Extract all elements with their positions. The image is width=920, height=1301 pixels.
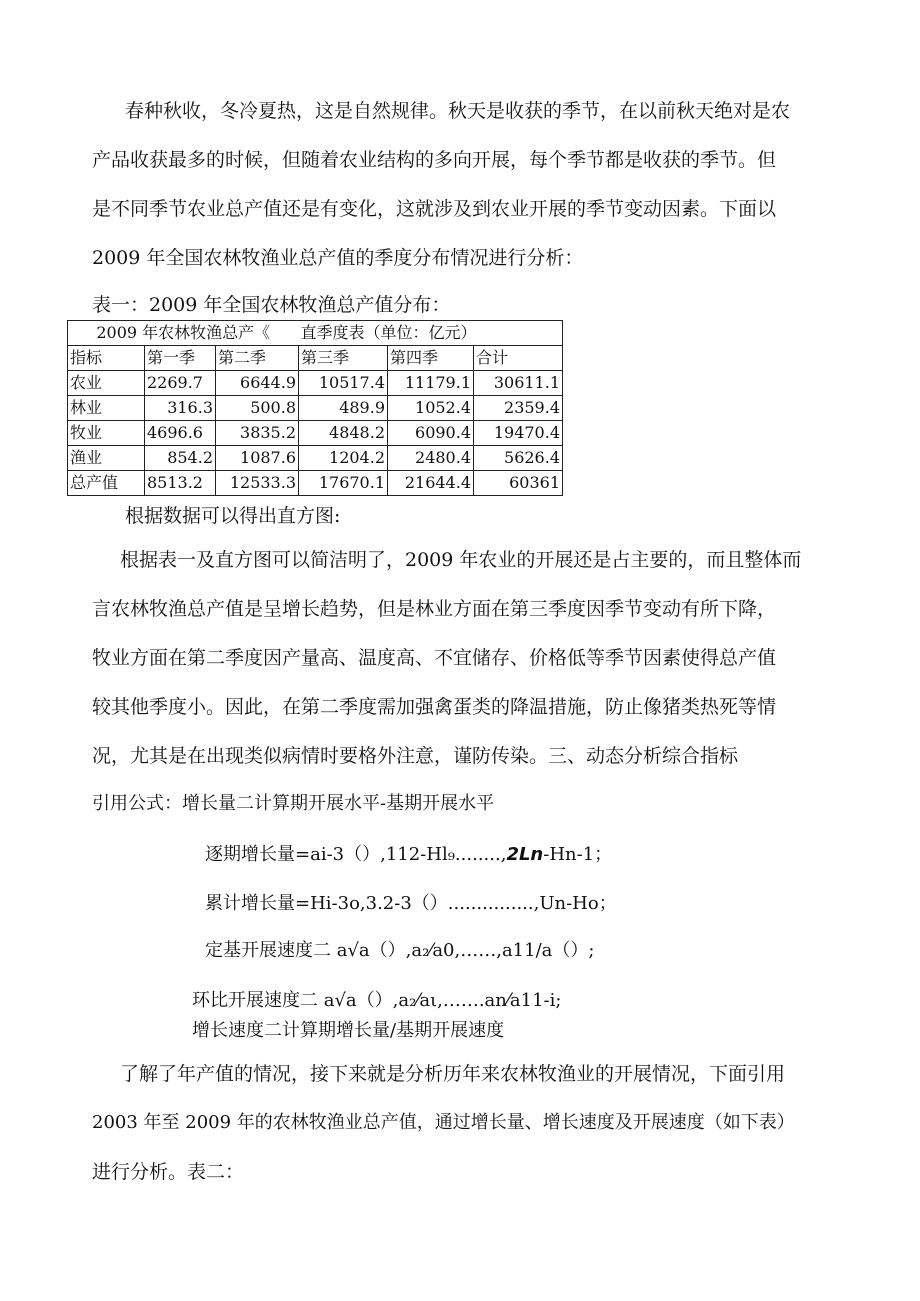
table-cell: 4696.6 bbox=[145, 421, 216, 446]
table-row bbox=[68, 471, 563, 496]
table-title-left: 2009 年农林牧渔总产《 bbox=[68, 321, 299, 346]
table1 bbox=[67, 320, 563, 496]
table-cell: 17670.1 bbox=[299, 471, 388, 496]
formula-intro: 引用公式：增长量二计算期开展水平-基期开展水平 bbox=[92, 793, 495, 814]
table-cell: 316.3 bbox=[145, 396, 216, 421]
table-cell: 8513.2 bbox=[145, 471, 216, 496]
table-title-row bbox=[68, 321, 563, 346]
histogram-note: 根据数据可以得出直方图: bbox=[125, 505, 341, 527]
row-label: 牧业 bbox=[68, 421, 145, 446]
formula-part: -Hn-1； bbox=[543, 844, 613, 865]
table-cell: 12533.3 bbox=[216, 471, 299, 496]
table-cell: 19470.4 bbox=[474, 421, 563, 446]
para1-line-3: 是不同季节农业总产值还是有变化，这就涉及到农业开展的季节变动因素。下面以 bbox=[92, 198, 777, 220]
table1-caption: 表一：2009 年全国农林牧渔总产值分布： bbox=[92, 294, 451, 316]
table-cell: 1204.2 bbox=[299, 446, 388, 471]
table-row bbox=[68, 396, 563, 421]
table-cell: 2480.4 bbox=[388, 446, 474, 471]
para2-line-4: 较其他季度小。因此，在第二季度需加强禽蛋类的降温措施，防止像猪类热死等情 bbox=[92, 696, 777, 718]
formula-growth-speed: 增长速度二计算期增长量/基期开展速度 bbox=[192, 1020, 505, 1041]
table-cell: 5626.4 bbox=[474, 446, 563, 471]
formula-chain-speed: 环比开展速度二 a√a（）,a₂⁄aι,…….an⁄a11-i; bbox=[192, 990, 562, 1011]
para3-line-1: 了解了年产值的情况，接下来就是分析历年来农林牧渔业的开展情况，下面引用 bbox=[120, 1063, 786, 1085]
table-cell: 6090.4 bbox=[388, 421, 474, 446]
table-cell: 2269.7 bbox=[145, 371, 216, 396]
table-cell: 2359.4 bbox=[474, 396, 563, 421]
para2-line-5: 况，尤其是在出现类似病情时要格外注意，谨防传染。三、动态分析综合指标 bbox=[92, 745, 739, 767]
row-label: 林业 bbox=[68, 396, 145, 421]
row-label: 总产值 bbox=[68, 471, 145, 496]
table-cell: 21644.4 bbox=[388, 471, 474, 496]
table-row bbox=[68, 446, 563, 471]
para1-line-2: 产品收获最多的时候，但随着农业结构的多向开展，每个季节都是收获的季节。但 bbox=[92, 149, 777, 171]
para1-line-1: 春种秋收，冬冷夏热，这是自然规律。秋天是收获的季节，在以前秋天绝对是农 bbox=[125, 100, 791, 122]
para1-line-4: 2009 年全国农林牧渔业总产值的季度分布情况进行分析： bbox=[92, 247, 584, 269]
para3-line-3: 进行分析。表二： bbox=[92, 1161, 245, 1183]
formula-part: 逐期增长量=ai-3（）,112-Hl₉........, bbox=[205, 844, 507, 865]
table-cell: 11179.1 bbox=[388, 371, 474, 396]
table-cell: 1087.6 bbox=[216, 446, 299, 471]
table-cell: 10517.4 bbox=[299, 371, 388, 396]
table-cell: 4848.2 bbox=[299, 421, 388, 446]
table-title-right: 直季度表（单位：亿元） bbox=[299, 321, 563, 346]
header-cell: 合计 bbox=[474, 346, 563, 371]
para2-line-2: 言农林牧渔总产值是呈增长趋势，但是林业方面在第三季度因季节变动有所下降， bbox=[92, 598, 777, 620]
table-cell: 3835.2 bbox=[216, 421, 299, 446]
row-label: 农业 bbox=[68, 371, 145, 396]
table-cell: 500.8 bbox=[216, 396, 299, 421]
formula-cumulative-growth: 累计增长量=Hi-3o,3.2-3（）...............,Un-Ho； bbox=[205, 893, 617, 914]
para2-line-1: 根据表一及直方图可以简洁明了，2009 年农业的开展还是占主要的，而且整体而 bbox=[120, 549, 802, 571]
header-cell: 第二季 bbox=[216, 346, 299, 371]
formula-periodic-growth bbox=[205, 840, 612, 866]
table-row bbox=[68, 371, 563, 396]
para2-line-3: 牧业方面在第二季度因产量高、温度高、不宜储存、价格低等季节因素使得总产值 bbox=[92, 647, 777, 669]
header-cell: 第三季 bbox=[299, 346, 388, 371]
row-label: 渔业 bbox=[68, 446, 145, 471]
header-cell: 指标 bbox=[68, 346, 145, 371]
formula-part: 2Ln bbox=[506, 844, 544, 865]
table-cell: 30611.1 bbox=[474, 371, 563, 396]
table-cell: 60361 bbox=[474, 471, 563, 496]
table-cell: 1052.4 bbox=[388, 396, 474, 421]
formula-fixed-base-speed: 定基开展速度二 a√a（）,a₂⁄a0,……,a11/a（）; bbox=[205, 940, 595, 961]
table-header-row bbox=[68, 346, 563, 371]
header-cell: 第四季 bbox=[388, 346, 474, 371]
para3-line-2: 2003 年至 2009 年的农林牧渔业总产值，通过增长量、增长速度及开展速度（如下表） bbox=[92, 1112, 795, 1133]
table-cell: 489.9 bbox=[299, 396, 388, 421]
table-cell: 854.2 bbox=[145, 446, 216, 471]
table-row bbox=[68, 421, 563, 446]
header-cell: 第一季 bbox=[145, 346, 216, 371]
table-cell: 6644.9 bbox=[216, 371, 299, 396]
